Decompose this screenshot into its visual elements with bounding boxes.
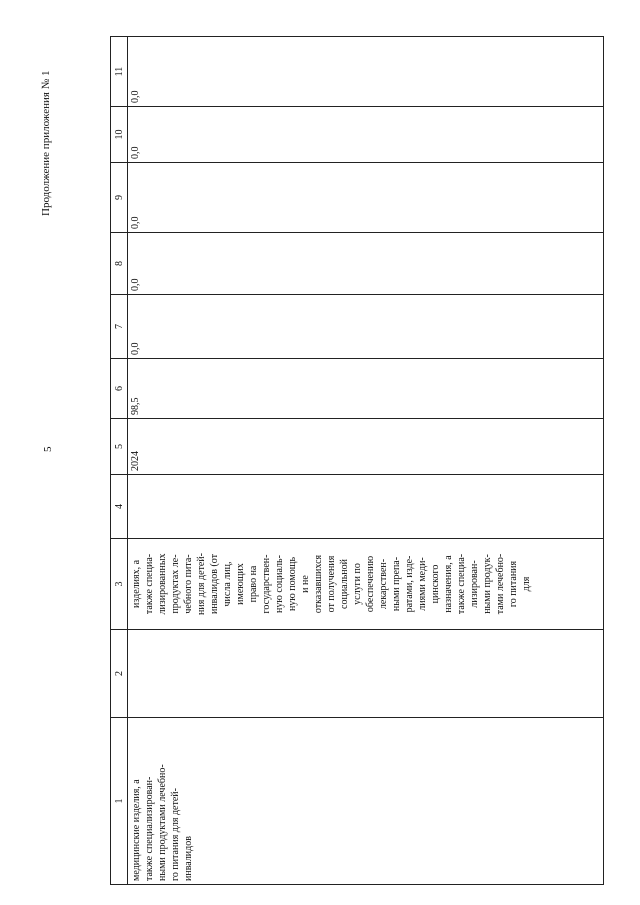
column-number: 4 [111,475,128,539]
table-cell-value: 0,0 [128,37,604,107]
column-number: 6 [111,359,128,419]
table-cell-value: 0,0 [128,233,604,295]
column-number: 7 [111,295,128,359]
table-cell-value: 0,0 [128,163,604,233]
table-row [128,37,604,885]
table-cell-value: 98,5 [128,359,604,419]
column-number: 5 [111,419,128,475]
column-number: 11 [111,37,128,107]
table-cell-year: 2024 [128,419,604,475]
column-number: 8 [111,233,128,295]
column-number-row [111,37,128,885]
table-cell-value: 0,0 [128,295,604,359]
table-cell-description: изделиях, а также специа- лизированных продуктах ле- чебного пита- ния для детей- инвалидов (от числа лиц, имеющих право на государствен- ную социаль- ную помощь и не отказавшихся от получения социальной услуги по обеспечению лекарствен- ными препа- ратами, изде- лиями меди- цинского назначения, а также специа- лизирован- ными продук- тами лечебно- го питания для [128,539,604,630]
page-number: 5 [42,446,54,452]
header-note: Продолжение приложения № 1 [40,70,52,216]
column-number: 10 [111,107,128,163]
column-number: 2 [111,630,128,718]
data-table [110,37,602,885]
column-number: 9 [111,163,128,233]
table-cell-indicator: медицинские изделия, а также специализирован- ными продуктами лечебно- го питания для детей- инвалидов [128,718,604,885]
column-number: 3 [111,539,128,630]
table-cell-2 [128,630,604,718]
column-number: 1 [111,718,128,885]
table-cell-value: 0,0 [128,107,604,163]
table-cell-4 [128,475,604,539]
